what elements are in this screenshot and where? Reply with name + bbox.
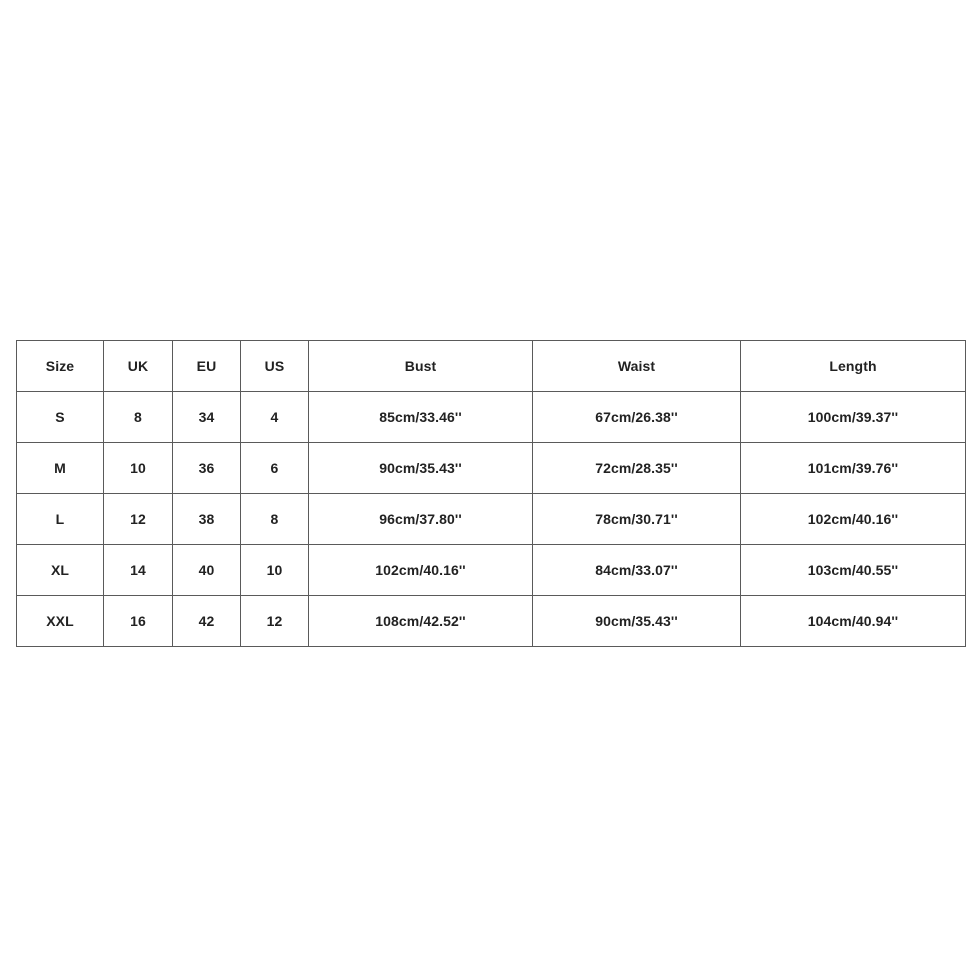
size-cell: M bbox=[17, 443, 104, 494]
bust-cell: 108cm/42.52'' bbox=[309, 596, 533, 647]
waist-cell: 67cm/26.38'' bbox=[533, 392, 741, 443]
us-cell: 4 bbox=[241, 392, 309, 443]
us-cell: 8 bbox=[241, 494, 309, 545]
column-header-us: US bbox=[241, 341, 309, 392]
size-cell: S bbox=[17, 392, 104, 443]
waist-cell: 84cm/33.07'' bbox=[533, 545, 741, 596]
table-row bbox=[17, 545, 966, 596]
uk-cell: 10 bbox=[104, 443, 173, 494]
eu-cell: 42 bbox=[173, 596, 241, 647]
length-cell: 102cm/40.16'' bbox=[741, 494, 966, 545]
length-cell: 104cm/40.94'' bbox=[741, 596, 966, 647]
column-header-size: Size bbox=[17, 341, 104, 392]
uk-cell: 8 bbox=[104, 392, 173, 443]
column-header-uk: UK bbox=[104, 341, 173, 392]
uk-cell: 12 bbox=[104, 494, 173, 545]
column-header-length: Length bbox=[741, 341, 966, 392]
length-cell: 103cm/40.55'' bbox=[741, 545, 966, 596]
table-row bbox=[17, 443, 966, 494]
table-header-row bbox=[17, 341, 966, 392]
waist-cell: 72cm/28.35'' bbox=[533, 443, 741, 494]
uk-cell: 14 bbox=[104, 545, 173, 596]
column-header-waist: Waist bbox=[533, 341, 741, 392]
table-row bbox=[17, 494, 966, 545]
size-cell: XXL bbox=[17, 596, 104, 647]
eu-cell: 34 bbox=[173, 392, 241, 443]
eu-cell: 40 bbox=[173, 545, 241, 596]
us-cell: 6 bbox=[241, 443, 309, 494]
eu-cell: 38 bbox=[173, 494, 241, 545]
size-cell: L bbox=[17, 494, 104, 545]
length-cell: 100cm/39.37'' bbox=[741, 392, 966, 443]
eu-cell: 36 bbox=[173, 443, 241, 494]
bust-cell: 90cm/35.43'' bbox=[309, 443, 533, 494]
size-cell: XL bbox=[17, 545, 104, 596]
table-row bbox=[17, 392, 966, 443]
uk-cell: 16 bbox=[104, 596, 173, 647]
column-header-eu: EU bbox=[173, 341, 241, 392]
waist-cell: 78cm/30.71'' bbox=[533, 494, 741, 545]
table-row bbox=[17, 596, 966, 647]
us-cell: 10 bbox=[241, 545, 309, 596]
length-cell: 101cm/39.76'' bbox=[741, 443, 966, 494]
size-chart-table bbox=[16, 340, 966, 647]
waist-cell: 90cm/35.43'' bbox=[533, 596, 741, 647]
bust-cell: 85cm/33.46'' bbox=[309, 392, 533, 443]
column-header-bust: Bust bbox=[309, 341, 533, 392]
bust-cell: 102cm/40.16'' bbox=[309, 545, 533, 596]
bust-cell: 96cm/37.80'' bbox=[309, 494, 533, 545]
us-cell: 12 bbox=[241, 596, 309, 647]
